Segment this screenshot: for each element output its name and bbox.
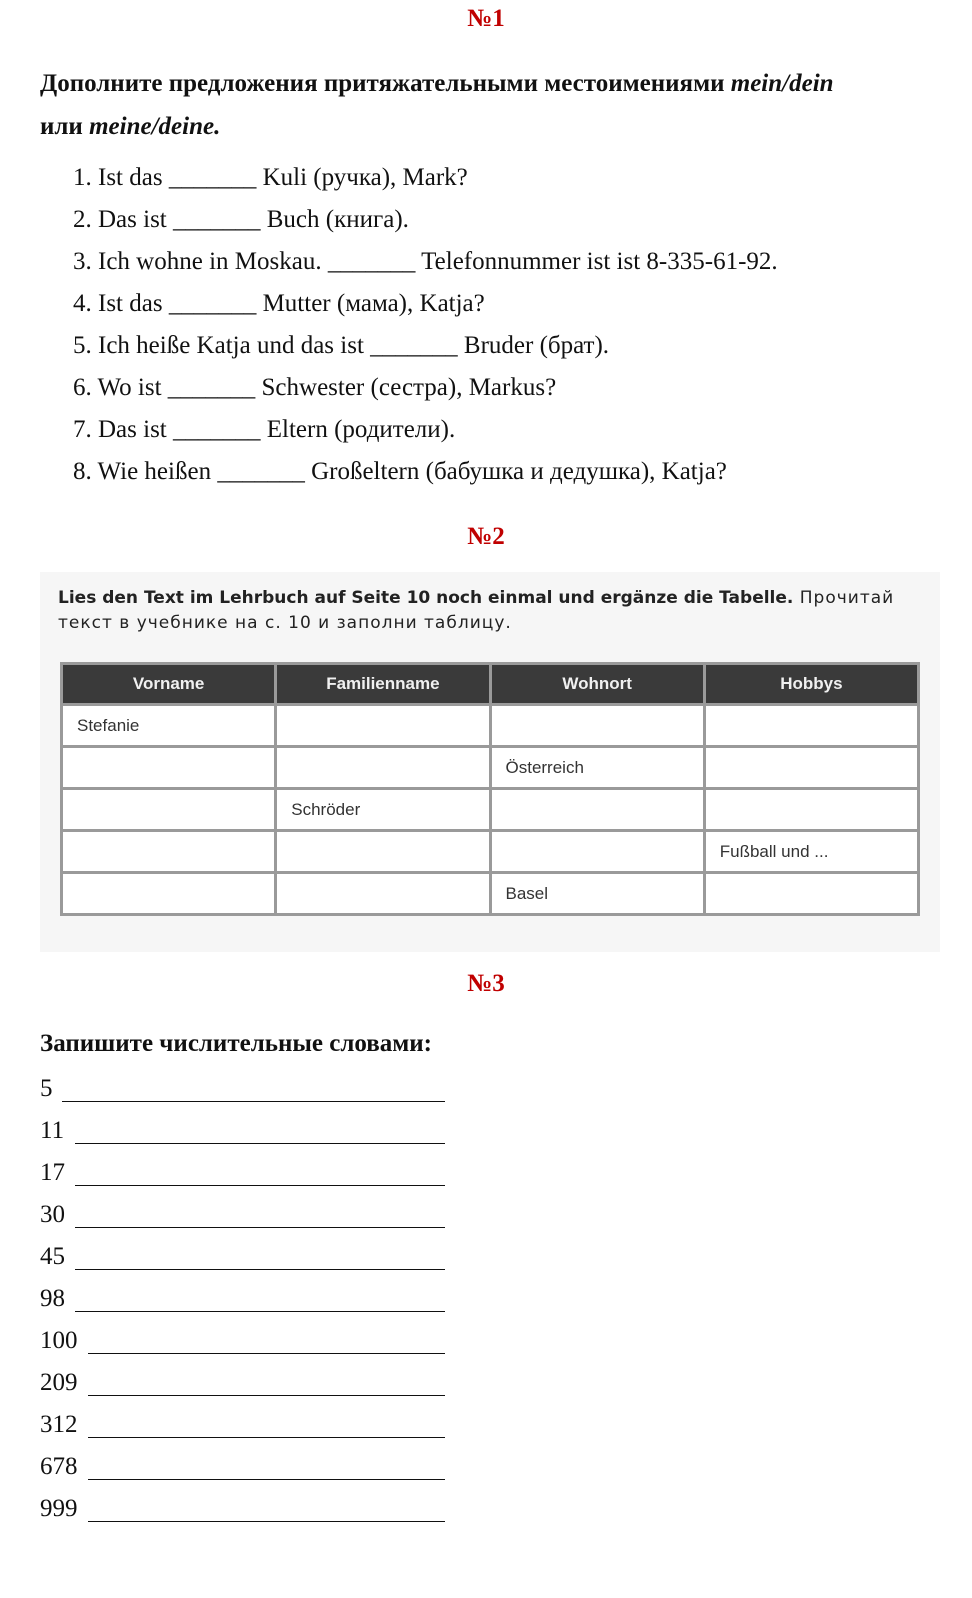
- exercise-2-instruction: [58, 586, 928, 636]
- column-header: Hobbys: [704, 664, 918, 705]
- exercise-1-heading: №1: [467, 5, 505, 32]
- number-row: [40, 1285, 65, 1315]
- sentence-item: 1. Ist das _______ Kuli (ручка), Mark?: [73, 164, 468, 191]
- number-label: 999: [40, 1495, 78, 1522]
- instruction-german: Lies den Text im Lehrbuch auf Seite 10 noch einmal und ergänze die Tabelle.: [58, 588, 794, 608]
- table-cell: Stefanie: [62, 705, 276, 747]
- table-cell: [62, 789, 276, 831]
- answer-line: [75, 1269, 445, 1270]
- number-label: 312: [40, 1411, 78, 1438]
- number-label: 45: [40, 1243, 65, 1270]
- number-label: 100: [40, 1327, 78, 1354]
- table-cell: [276, 831, 490, 873]
- table-cell: [276, 873, 490, 915]
- answer-line: [75, 1311, 445, 1312]
- sentence-item: 7. Das ist _______ Eltern (родители).: [73, 416, 456, 443]
- answer-line: [62, 1101, 445, 1102]
- table-cell: Österreich: [490, 747, 704, 789]
- number-row: [40, 1453, 78, 1483]
- sentence-item: 4. Ist das _______ Mutter (мама), Katja?: [73, 290, 485, 317]
- answer-line: [88, 1395, 445, 1396]
- column-header: Wohnort: [490, 664, 704, 705]
- answer-line: [88, 1479, 445, 1480]
- answer-line: [75, 1227, 445, 1228]
- number-label: 30: [40, 1201, 65, 1228]
- number-row: [40, 1201, 65, 1231]
- info-table: [60, 662, 920, 916]
- number-row: [40, 1159, 65, 1189]
- table-cell: [704, 705, 918, 747]
- answer-line: [75, 1185, 445, 1186]
- number-row: [40, 1243, 65, 1273]
- table-row: [62, 873, 919, 915]
- table-cell: [62, 831, 276, 873]
- table-cell: [704, 789, 918, 831]
- number-row: [40, 1495, 78, 1525]
- table-row: [62, 831, 919, 873]
- answer-line: [88, 1437, 445, 1438]
- table-cell: [276, 747, 490, 789]
- table-cell: [490, 789, 704, 831]
- answer-line: [88, 1521, 445, 1522]
- instruction-text: Дополните предложения притяжательными местоимениями: [40, 70, 731, 97]
- table-cell: Basel: [490, 873, 704, 915]
- sentence-item: 2. Das ist _______ Buch (книга).: [73, 206, 409, 233]
- sentence-item: 5. Ich heiße Katja und das ist _______ Bruder (брат).: [73, 332, 610, 359]
- sentence-item: 6. Wo ist _______ Schwester (сестра), Markus?: [73, 374, 557, 401]
- instruction-italic-meine-deine: meine/deine.: [89, 113, 221, 140]
- instruction-italic-mein-dein: mein/dein: [730, 70, 834, 97]
- table-cell: [276, 705, 490, 747]
- table-row: [62, 747, 919, 789]
- sentence-item: 8. Wie heißen _______ Großeltern (бабушка и дедушка), Katja?: [73, 458, 727, 485]
- table-cell: Schröder: [276, 789, 490, 831]
- sentence-item: 3. Ich wohne in Moskau. _______ Telefonnummer ist ist 8-335-61-92.: [73, 248, 778, 275]
- table-cell: [62, 747, 276, 789]
- instruction-text-or: или: [40, 113, 90, 140]
- table-body: [62, 705, 919, 915]
- number-row: [40, 1117, 64, 1147]
- table-cell: [62, 873, 276, 915]
- table-cell: [704, 873, 918, 915]
- column-header: Vorname: [62, 664, 276, 705]
- exercise-2-heading: №2: [467, 523, 505, 550]
- answer-line: [75, 1143, 445, 1144]
- number-row: [40, 1075, 53, 1105]
- exercise-3-instruction: Запишите числительные словами:: [40, 1030, 432, 1057]
- table-cell: [490, 705, 704, 747]
- number-label: 11: [40, 1117, 65, 1144]
- table-cell: [704, 747, 918, 789]
- number-label: 98: [40, 1285, 65, 1312]
- table-row: [62, 705, 919, 747]
- number-row: [40, 1369, 78, 1399]
- number-row: [40, 1327, 78, 1357]
- number-label: 678: [40, 1453, 78, 1480]
- exercise-3-heading: №3: [467, 970, 505, 997]
- instruction-russian: Прочитай текст в учебнике на с. 10 и заполни таблицу.: [58, 588, 895, 633]
- number-row: [40, 1411, 78, 1441]
- exercise-2-scan: [40, 572, 940, 952]
- table-header-row: [62, 664, 919, 705]
- table-cell: Fußball und ...: [704, 831, 918, 873]
- column-header: Familienname: [276, 664, 490, 705]
- table-cell: [490, 831, 704, 873]
- number-label: 5: [40, 1075, 53, 1102]
- number-label: 17: [40, 1159, 65, 1186]
- answer-line: [88, 1353, 445, 1354]
- exercise-1-instruction: [40, 62, 945, 148]
- table-row: [62, 789, 919, 831]
- number-label: 209: [40, 1369, 78, 1396]
